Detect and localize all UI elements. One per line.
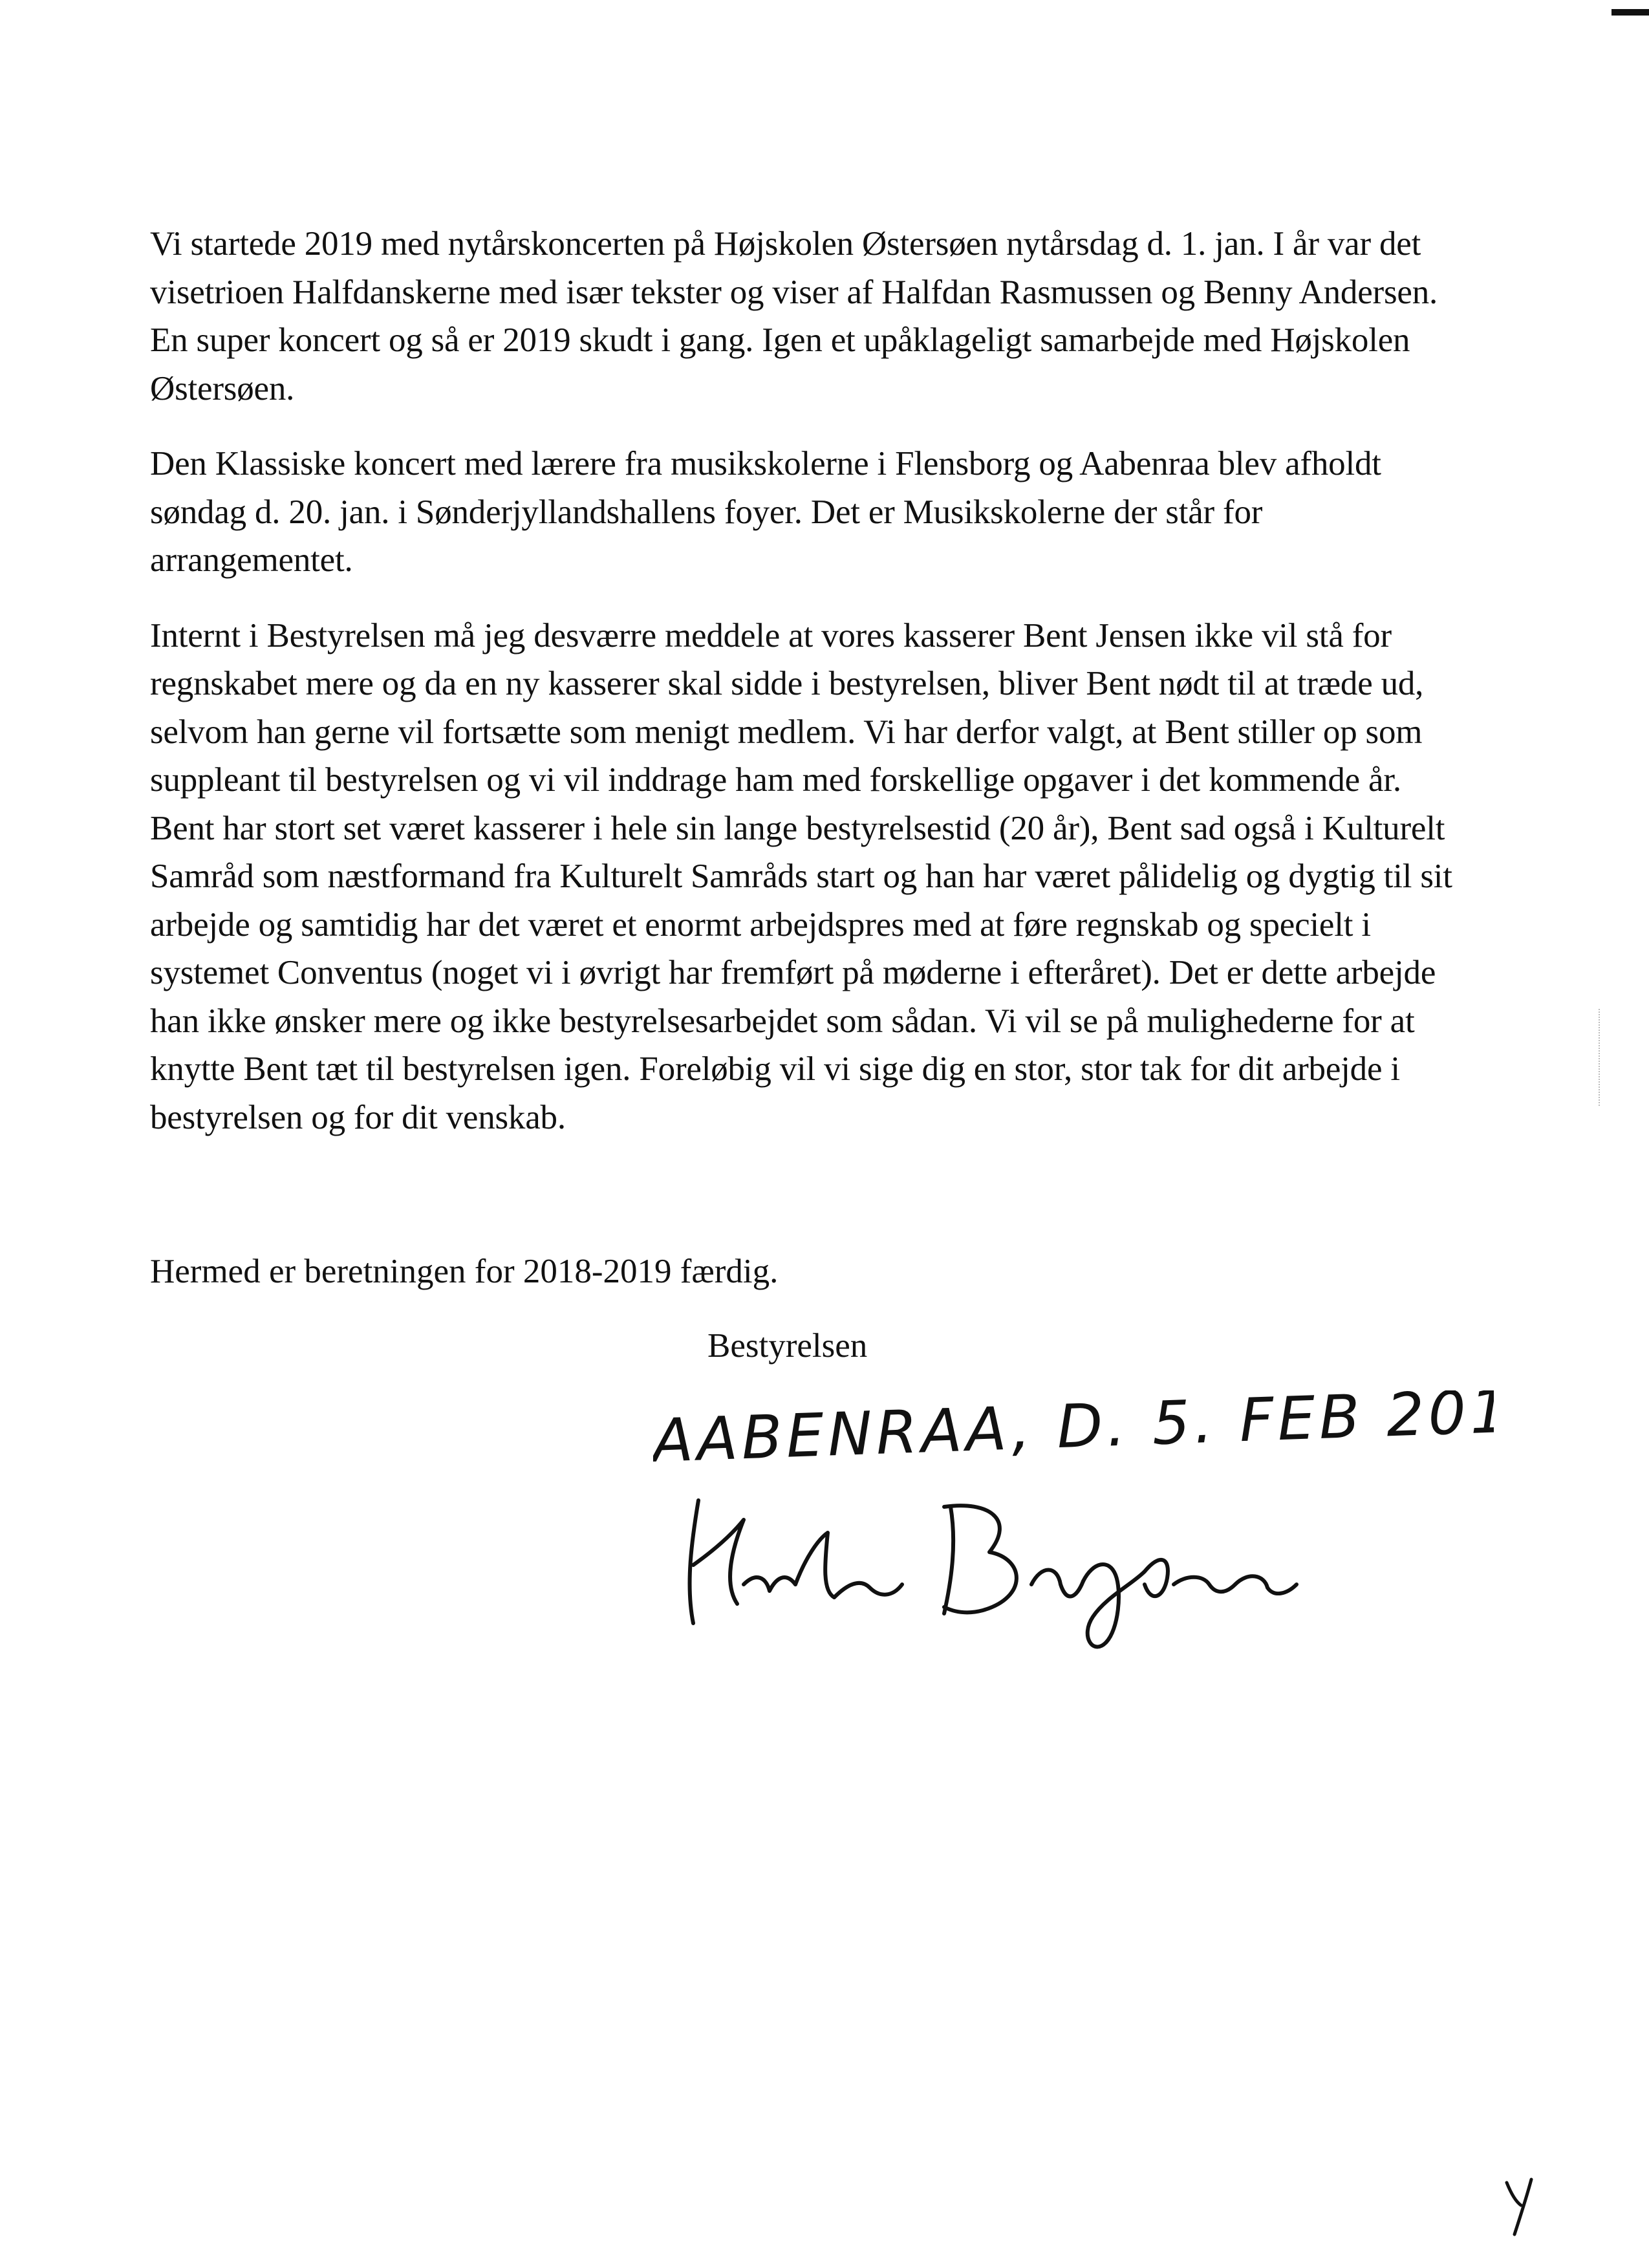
signoff-board: Bestyrelsen: [707, 1327, 868, 1365]
closing-line: Hermed er beretningen for 2018-2019 færdig.: [150, 1253, 779, 1290]
paragraph-classical-concert: Den Klassiske koncert med lærere fra musikskolerne i Flensborg og Aabenraa blev afholdt søndag d. 20. jan. i Sønderjyllandshallens foyer. Det er Musikskolerne der står for arrangementet.: [150, 445, 1381, 579]
handwritten-signature-block: [653, 1390, 1494, 1649]
scan-edge-mark: [1611, 9, 1649, 16]
paragraph-treasurer: Internt i Bestyrelsen må jeg desværre meddele at vores kasserer Bent Jensen ikke vil stå for regnskabet mere og da en ny kasserer skal sidde i bestyrelsen, bliver Bent nødt til at træde ud, selvom han gerne vil fortsætte som menigt medlem. Vi har derfor valgt, at Bent stiller op som suppleant til bestyrelsen og vi vil inddrage ham med forskellige opgaver i det kommende år. Bent har stort set været kasserer i hele sin lange bestyrelsestid (20 år), Bent sad også i Kulturelt Samråd som næstformand fra Kulturelt Samråds start og han har været pålidelig og dygtig til sit arbejde og samtidig har det været et enormt arbejdspres med at føre regnskab og specielt i systemet Conventus (noget vi i øvrigt har fremført på møderne i efteråret). Det er dette arbejde han ikke ønsker mere og ikke bestyrelsesarbejdet som sådan. Vi vil se på mulighederne for at knytte Bent tæt til bestyrelsen igen. Foreløbig vil vi sige dig en stor, stor tak for dit arbejde i bestyrelsen og for dit venskab.: [150, 616, 1452, 1136]
scan-artifact: [1599, 1009, 1602, 1106]
signature-drawing: [690, 1500, 1297, 1647]
paragraph-new-year-concert: Vi startede 2019 med nytårskoncerten på Højskolen Østersøen nytårsdag d. 1. jan. I år var det visetrioen Halfdanskerne med især tekster og viser af Halfdan Rasmussen og Benny Andersen. En super koncert og så er 2019 skudt i gang. Igen et upåklageligt samarbejde med Højskolen Østersøen.: [150, 225, 1438, 407]
report-body: [150, 220, 1463, 1169]
page-number-mark: [1500, 2173, 1539, 2238]
handwritten-place-date: AABENRAA, D. 5. FEB 2019: [653, 1390, 1494, 1476]
